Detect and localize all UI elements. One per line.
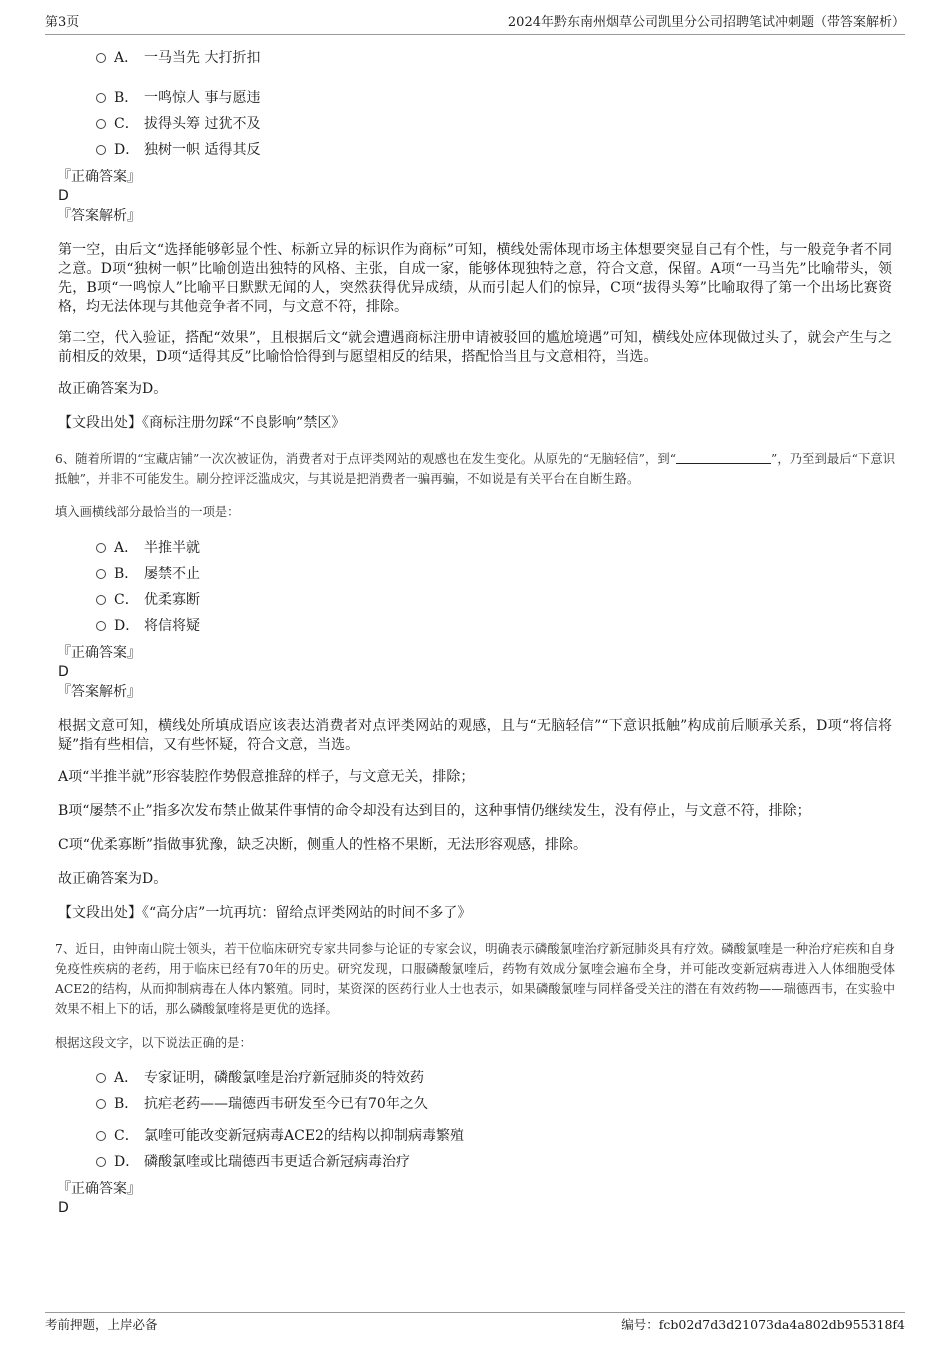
page-footer bbox=[45, 1312, 905, 1335]
radio-icon[interactable] bbox=[96, 1157, 106, 1167]
q5-source: 【文段出处】《商标注册勿踩“不良影响”禁区》 bbox=[58, 415, 346, 431]
radio-icon[interactable] bbox=[96, 119, 106, 129]
footer-slogan: 考前押题，上岸必备 bbox=[45, 1317, 158, 1332]
q6-answer-label: 『正确答案』 bbox=[57, 645, 141, 661]
q5-analysis-paragraph: 第二空，代入验证，搭配“效果”，且根据后文“就会遭遇商标注册申请被驳回的尴尬境遇”可知，横线处应体现做过头了，就会产生与之前相反的效果，D项“适得其反”比喻恰恰得到与愿望相反的结果，搭配恰当且与文意相符，当选。 bbox=[58, 330, 892, 365]
page-number: 第3页 bbox=[45, 15, 80, 30]
q5-analysis-label: 『答案解析』 bbox=[57, 208, 141, 224]
document-id: 编号：fcb02d7d3d21073da4a802db955318f4 bbox=[621, 1317, 905, 1332]
q5-answer: D bbox=[58, 188, 69, 204]
q6-prompt: 填入画横线部分最恰当的一项是： bbox=[55, 505, 240, 519]
radio-icon[interactable] bbox=[96, 543, 106, 553]
fill-blank bbox=[676, 451, 771, 464]
q6-analysis-paragraph: A项“半推半就”形容装腔作势假意推辞的样子，与文意无关，排除； bbox=[58, 769, 475, 785]
q6-option-b[interactable]: B． 屡禁不止 bbox=[96, 564, 200, 584]
q5-option-c[interactable]: C． 拔得头筹 过犹不及 bbox=[96, 114, 260, 134]
radio-icon[interactable] bbox=[96, 1099, 106, 1109]
q5-analysis-paragraph: 第一空，由后文“选择能够彰显个性、标新立异的标识作为商标”可知，横线处需体现市场主体想要突显自己有个性，与一般竞争者不同之意。D项“独树一帜”比喻创造出独特的风格、主张，自成一家，能够体现独特之意，符合文意，保留。A项“一马当先”比喻带头，领先，B项“一鸣惊人”比喻平日默默无闻的人，突然获得优异成绩，从而引起人们的惊异，C项“拔得头筹”比喻取得了第一个出场比赛资格，均无法体现与其他竞争者不同，与文意不符，排除。 bbox=[58, 242, 892, 315]
q7-prompt: 根据这段文字，以下说法正确的是： bbox=[55, 1036, 252, 1050]
q5-option-a[interactable]: A． 一马当先 大打折扣 bbox=[96, 48, 260, 68]
radio-icon[interactable] bbox=[96, 595, 106, 605]
radio-icon[interactable] bbox=[96, 1131, 106, 1141]
q6-analysis-label: 『答案解析』 bbox=[57, 684, 141, 700]
radio-icon[interactable] bbox=[96, 621, 106, 631]
q6-analysis-paragraph: B项“屡禁不止”指多次发布禁止做某件事情的命令却没有达到目的，这种事情仍继续发生，没有停止，与文意不符，排除； bbox=[58, 803, 811, 819]
q7-option-c[interactable]: C． 氯喹可能改变新冠病毒ACE2的结构以抑制病毒繁殖 bbox=[96, 1126, 464, 1146]
radio-icon[interactable] bbox=[96, 93, 106, 103]
q6-option-c[interactable]: C． 优柔寡断 bbox=[96, 590, 200, 610]
q6-option-a[interactable]: A． 半推半就 bbox=[96, 538, 200, 558]
q6-option-d[interactable]: D． 将信将疑 bbox=[96, 616, 200, 636]
radio-icon[interactable] bbox=[96, 1073, 106, 1083]
q5-analysis-conclusion: 故正确答案为D。 bbox=[58, 381, 168, 397]
q7-option-a[interactable]: A． 专家证明，磷酸氯喹是治疗新冠肺炎的特效药 bbox=[96, 1068, 424, 1088]
q7-answer: D bbox=[58, 1200, 69, 1216]
page-header bbox=[45, 14, 905, 35]
q5-option-d[interactable]: D． 独树一帜 适得其反 bbox=[96, 140, 260, 160]
q6-answer: D bbox=[58, 664, 69, 680]
q6-analysis-conclusion: 故正确答案为D。 bbox=[58, 871, 168, 887]
q7-option-b[interactable]: B． 抗疟老药——瑞德西韦研发至今已有70年之久 bbox=[96, 1094, 428, 1114]
radio-icon[interactable] bbox=[96, 53, 106, 63]
q6-analysis-paragraph: C项“优柔寡断”指做事犹豫，缺乏决断，侧重人的性格不果断，无法形容观感，排除。 bbox=[58, 837, 588, 853]
q5-option-b[interactable]: B． 一鸣惊人 事与愿违 bbox=[96, 88, 260, 108]
q6-stem: 6、随着所谓的“宝藏店铺”一次次被证伪，消费者对于点评类网站的观感也在发生变化。从原先的“无脑轻信”，到“ ”，乃至到最后“下意识抵触”，并非不可能发生。刷分控评泛滥成灾，与其说是把消费者一骗再骗，不如说是有关平台在自断生路。 bbox=[55, 452, 895, 486]
radio-icon[interactable] bbox=[96, 569, 106, 579]
q7-stem: 7、近日，由钟南山院士领头，若干位临床研究专家共同参与论证的专家会议，明确表示磷酸氯喹治疗新冠肺炎具有疗效。磷酸氯喹是一种治疗疟疾和自身免疫性疾病的老药，用于临床已经有70年的历史。研究发现，口服磷酸氯喹后，药物有效成分氯喹会遍布全身，并可能改变新冠病毒进入人体细胞受体ACE2的结构，从而抑制病毒在人体内繁殖。同时，某资深的医药行业人士也表示，如果磷酸氯喹与同样备受关注的潜在有效药物——瑞德西韦，在实验中效果不相上下的话，那么磷酸氯喹将是更优的选择。 bbox=[55, 942, 895, 1016]
q7-answer-label: 『正确答案』 bbox=[57, 1181, 141, 1197]
document-title: 2024年黔东南州烟草公司凯里分公司招聘笔试冲刺题（带答案解析） bbox=[507, 15, 905, 30]
q5-answer-label: 『正确答案』 bbox=[57, 169, 141, 185]
radio-icon[interactable] bbox=[96, 145, 106, 155]
q6-analysis-paragraph: 根据文意可知，横线处所填成语应该表达消费者对点评类网站的观感，且与“无脑轻信”“下意识抵触”构成前后顺承关系，D项“将信将疑”指有些相信，又有些怀疑，符合文意，当选。 bbox=[58, 718, 892, 753]
q7-option-d[interactable]: D． 磷酸氯喹或比瑞德西韦更适合新冠病毒治疗 bbox=[96, 1152, 410, 1172]
q6-source: 【文段出处】《“高分店”一坑再坑：留给点评类网站的时间不多了》 bbox=[58, 905, 472, 921]
